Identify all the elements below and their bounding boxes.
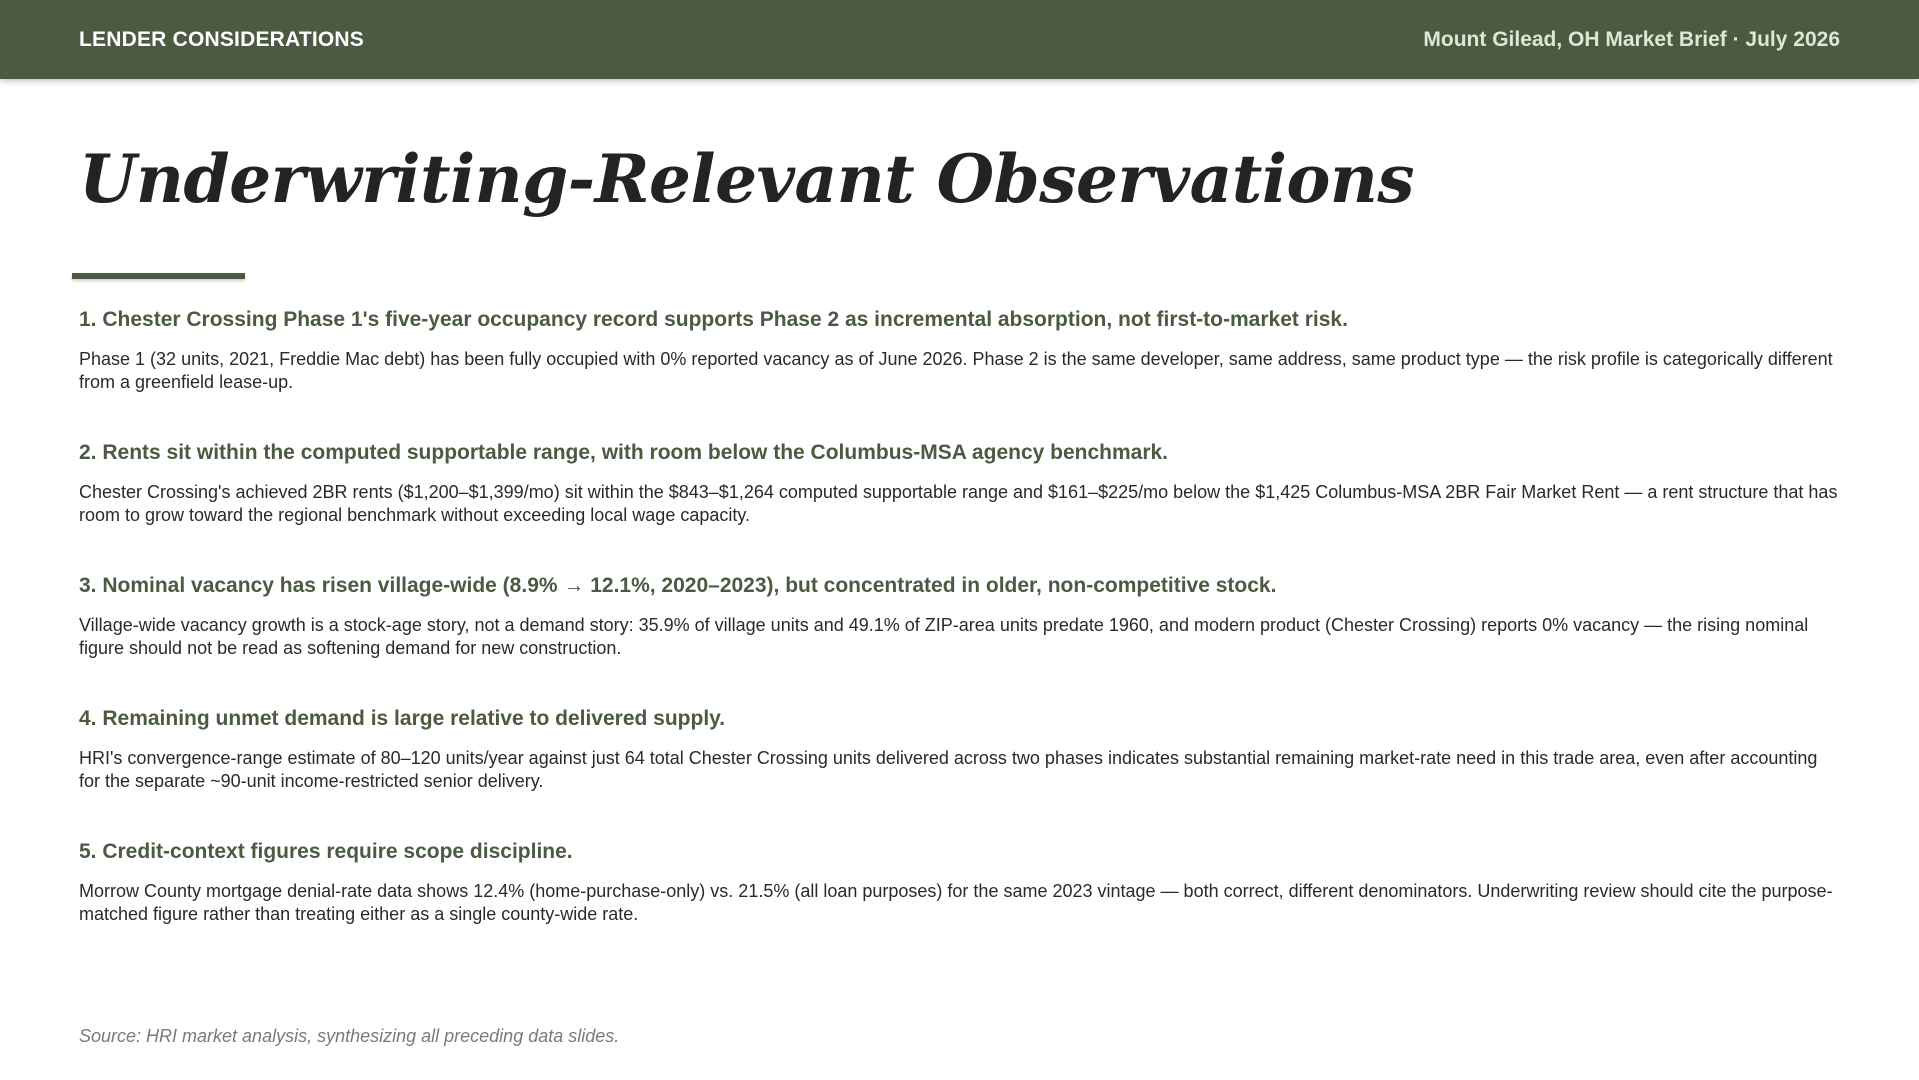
observation-body: HRI's convergence-range estimate of 80–120 units/year against just 64 total Chester Crossing units delivered across two phases indicates substantial remaining market-rate need in this trade area, even after accounting for the separate ~90-unit income-restricted senior delivery.	[79, 748, 1818, 791]
observation-body: Morrow County mortgage denial-rate data shows 12.4% (home-purchase-only) vs. 21.5% (all loan purposes) for the same 2023 vintage — both correct, different denominators. Underwriting review should cite the purpose-matched figure rather than treating either as a single county-wide rate.	[79, 881, 1833, 924]
brief-label: Mount Gilead, OH Market Brief · July 2026	[1423, 28, 1840, 51]
observation-body: Phase 1 (32 units, 2021, Freddie Mac debt) has been fully occupied with 0% reported vacancy as of June 2026. Phase 2 is the same developer, same address, same product type — the risk profile is categorically different from a greenfield lease-up.	[79, 349, 1833, 392]
source-note: Source: HRI market analysis, synthesizing all preceding data slides.	[79, 1026, 620, 1046]
observation-3	[79, 573, 1839, 660]
observation-heading: 3. Nominal vacancy has risen village-wide (8.9% → 12.1%, 2020–2023), but concentrated in older, non-competitive stock.	[79, 574, 1277, 597]
observation-4	[79, 706, 1839, 793]
observation-heading: 4. Remaining unmet demand is large relative to delivered supply.	[79, 707, 726, 730]
observation-body: Chester Crossing's achieved 2BR rents ($1,200–$1,399/mo) sit within the $843–$1,264 computed supportable range and $161–$225/mo below the $1,425 Columbus-MSA 2BR Fair Market Rent — a rent structure that has room to grow toward the regional benchmark without exceeding local wage capacity.	[79, 482, 1838, 525]
section-label: LENDER CONSIDERATIONS	[79, 28, 364, 51]
header-bar	[0, 0, 1919, 79]
observation-2	[79, 440, 1839, 527]
observation-5	[79, 839, 1839, 926]
observation-heading: 2. Rents sit within the computed supportable range, with room below the Columbus-MSA agency benchmark.	[79, 441, 1169, 464]
observation-1	[79, 307, 1839, 394]
page-title: Underwriting-Relevant Observations	[79, 140, 1415, 218]
title-underline	[72, 273, 245, 279]
observation-body: Village-wide vacancy growth is a stock-age story, not a demand story: 35.9% of village units and 49.1% of ZIP-area units predate 1960, and modern product (Chester Crossing) reports 0% vacancy — the rising nominal figure should not be read as softening demand for new construction.	[79, 615, 1809, 658]
observation-heading: 5. Credit-context figures require scope discipline.	[79, 840, 573, 863]
observation-heading: 1. Chester Crossing Phase 1's five-year occupancy record supports Phase 2 as incremental absorption, not first-to-market risk.	[79, 308, 1348, 331]
